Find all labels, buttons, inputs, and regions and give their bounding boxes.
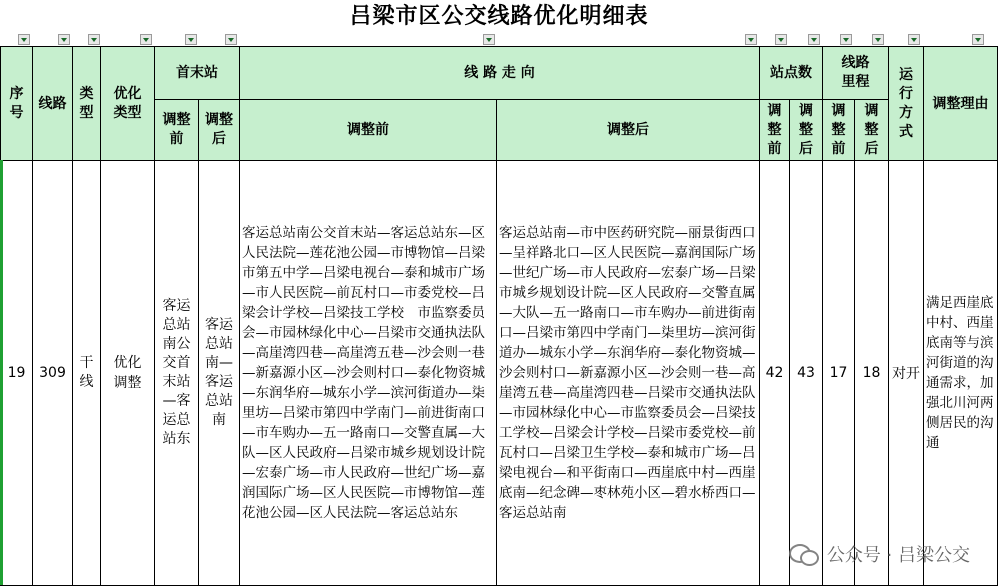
header-mode[interactable]: 运行方式 (889, 47, 924, 161)
header-stops[interactable]: 站点数 (760, 47, 823, 100)
table-row (1, 161, 998, 586)
filter-dropdown-terminals-before[interactable] (185, 34, 197, 45)
cell-route-before[interactable]: 客运总站南公交首末站—客运总站东—区人民法院—莲花池公园—市博物馆—吕梁市第五中学—吕梁电视台—泰和城市广场—市人民医院—前瓦村口—市委党校—吕梁会计学校—吕梁技工学校 市监察委员会—市园林绿化中心—吕梁市交通执法队—高崖湾四巷—高崖湾五巷—沙会则一巷—新嘉源小区—沙会则村口—泰化物资城—东润华府—城东小学—滨河街道办—柒里坊—吕梁市第四中学南门—前进街南口—市车购办—五一路南口—交警直属—大队—区人民政府—吕梁市城乡规划设计院—宏泰广场—市人民政府—世纪广场—嘉润国际广场—区人民医院—市博物馆—莲花池公园—区人民法院—客运总站东 (240, 161, 497, 586)
filter-dropdown-mileage-before[interactable] (840, 34, 852, 45)
cell-route-after[interactable]: 客运总站南—市中医药研究院—丽景街西口—呈祥路北口—区人民医院—嘉润国际广场—世纪广场—市人民政府—宏泰广场—吕梁市城乡规划设计院—区人民政府—交警直属—大队—五一路南口—市车购办—前进街南口—吕梁市第四中学南门—柒里坊—滨河街道办—城东小学—东润华府—泰化物资城—沙会则村口—新嘉源小区—沙会则一巷—高崖湾五巷—高崖湾四巷—吕梁市交通执法队—市园林绿化中心—市监察委员会—吕梁技工学校—吕梁会计学校—吕梁市委党校—前瓦村口—吕梁卫生学校—泰和城市广场—吕梁电视台—和平街南口—西崖底中村—西崖底南—纪念碑—枣林苑小区—碧水桥西口—客运总站南 (497, 161, 760, 586)
filter-dropdown-opt-type[interactable] (140, 34, 152, 45)
header-mileage[interactable]: 线路里程 (823, 47, 889, 100)
header-terminals[interactable]: 首末站 (155, 47, 240, 100)
header-mileage-after[interactable]: 调整后 (855, 100, 889, 161)
cell-seq[interactable]: 19 (1, 161, 33, 586)
header-route[interactable]: 线 路 走 向 (240, 47, 760, 100)
header-mileage-before[interactable]: 调整前 (823, 100, 855, 161)
header-line[interactable]: 线路 (33, 47, 73, 161)
header-seq[interactable]: 序号 (1, 47, 33, 161)
cell-mileage-after[interactable]: 18 (855, 161, 889, 586)
filter-dropdown-stops-after[interactable] (808, 34, 820, 45)
cell-reason[interactable]: 满足西崖底中村、西崖底南等与滨河街道的沟通需求，加强北川河两侧居民的沟通 (924, 161, 998, 586)
filter-dropdown-route-before[interactable] (483, 34, 495, 45)
header-route-before[interactable]: 调整前 (240, 100, 497, 161)
filter-dropdown-line[interactable] (58, 34, 70, 45)
page-title: 吕梁市区公交线路优化明细表 (349, 4, 649, 29)
route-table (0, 46, 998, 586)
filter-dropdown-type[interactable] (88, 34, 100, 45)
header-opt-type[interactable]: 优化类型 (101, 47, 155, 161)
header-terminals-before[interactable]: 调整前 (155, 100, 199, 161)
header-stops-before[interactable]: 调整前 (760, 100, 790, 161)
cell-opt-type[interactable]: 优化调整 (101, 161, 155, 586)
cell-mileage-before[interactable]: 17 (823, 161, 855, 586)
cell-terminals-before[interactable]: 客运总站南公交首末站—客运总站东 (155, 161, 199, 586)
cell-type[interactable]: 干线 (73, 161, 101, 586)
cell-line[interactable]: 309 (33, 161, 73, 586)
cell-stops-before[interactable]: 42 (760, 161, 790, 586)
row-selection-strip (0, 160, 3, 585)
filter-dropdown-stops-before[interactable] (775, 34, 787, 45)
cell-mode[interactable]: 对开 (889, 161, 924, 586)
watermark (789, 541, 970, 567)
filter-dropdown-seq[interactable] (18, 34, 30, 45)
cell-stops-after[interactable]: 43 (790, 161, 823, 586)
header-type[interactable]: 类型 (73, 47, 101, 161)
filter-dropdown-mileage-after[interactable] (872, 34, 884, 45)
header-terminals-after[interactable]: 调整后 (199, 100, 240, 161)
header-stops-after[interactable]: 调整后 (790, 100, 823, 161)
wechat-icon (789, 542, 819, 566)
cell-terminals-after[interactable]: 客运总站南—客运总站南 (199, 161, 240, 586)
filter-dropdown-reason[interactable] (972, 34, 984, 45)
filter-row (0, 34, 998, 46)
filter-dropdown-mode[interactable] (908, 34, 920, 45)
header-route-after[interactable]: 调整后 (497, 100, 760, 161)
filter-dropdown-terminals-after[interactable] (225, 34, 237, 45)
header-reason[interactable]: 调整理由 (924, 47, 998, 161)
watermark-text: 公众号 · 吕梁公交 (826, 545, 970, 566)
filter-dropdown-route-after[interactable] (745, 34, 757, 45)
